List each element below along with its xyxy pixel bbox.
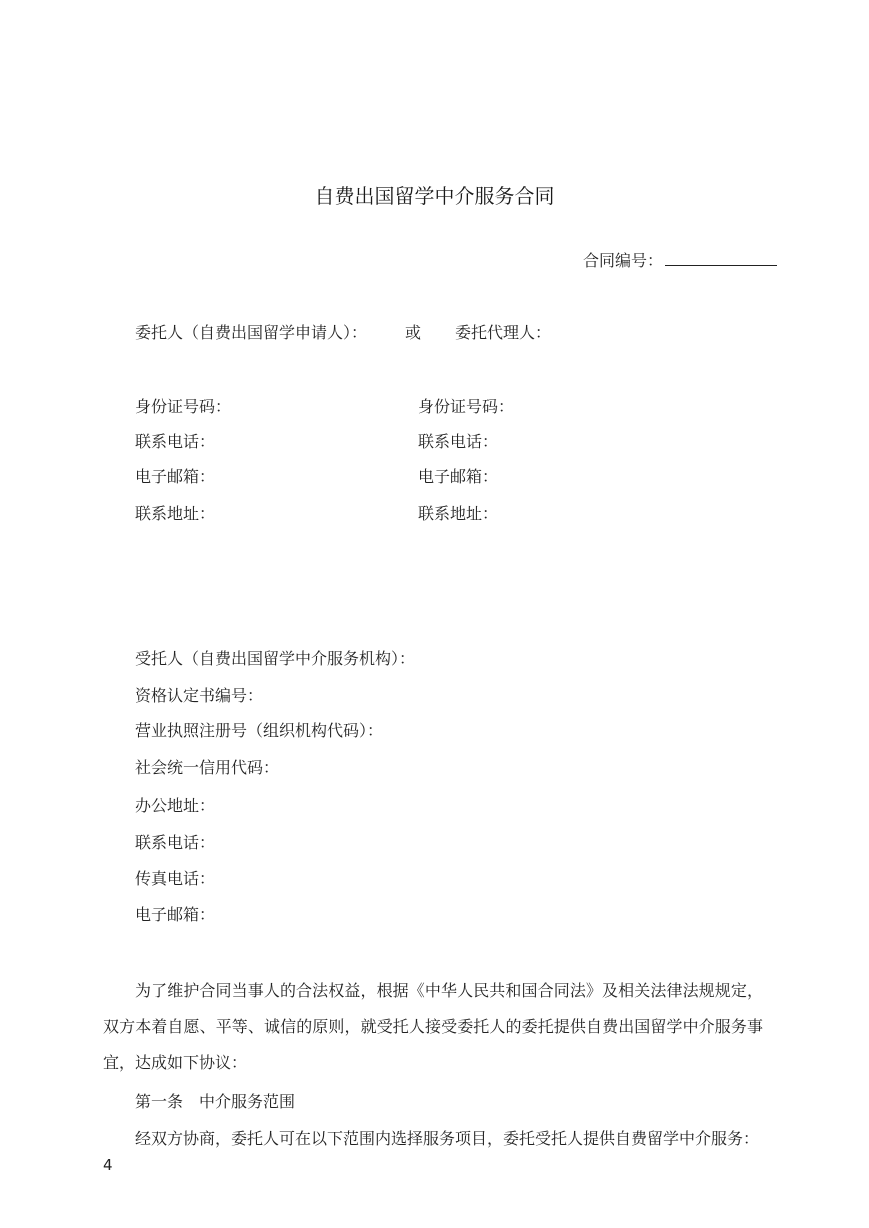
agent-id-number: 身份证号码：	[418, 397, 515, 416]
principal-phone: 联系电话：	[135, 432, 216, 451]
trustee-credit-code: 社会统一信用代码：	[135, 758, 280, 777]
trustee-phone: 联系电话：	[135, 833, 216, 852]
document-title: 自费出国留学中介服务合同	[314, 184, 555, 208]
intro-paragraph: 为了维护合同当事人的合法权益，根据《中华人民共和国合同法》及相关法律法规规定，双方本着自愿、平等、诚信的原则，就受托人接受委托人的委托提供自费出国留学中介服务事宜，达成如下协议：	[103, 981, 763, 1072]
contract-number	[583, 251, 777, 271]
article-1-text: 经双方协商，委托人可在以下范围内选择服务项目，委托受托人提供自费留学中介服务：	[135, 1129, 760, 1148]
contract-number-label: 合同编号：	[583, 251, 664, 270]
principal-id-number: 身份证号码：	[135, 397, 232, 416]
agent-phone: 联系电话：	[418, 432, 499, 451]
principal-email: 电子邮箱：	[135, 467, 216, 486]
principal-address: 联系地址：	[135, 504, 216, 523]
agent-email: 电子邮箱：	[418, 467, 499, 486]
principal-agent-label: 委托代理人：	[455, 323, 552, 342]
trustee-label: 受托人（自费出国留学中介服务机构）：	[135, 649, 416, 668]
trustee-office-address: 办公地址：	[135, 796, 216, 815]
agent-address: 联系地址：	[418, 504, 499, 523]
contract-number-blank	[665, 251, 777, 266]
trustee-email: 电子邮箱：	[135, 905, 216, 924]
article-1-heading: 第一条 中介服务范围	[135, 1092, 296, 1111]
trustee-fax: 传真电话：	[135, 869, 216, 888]
page-number: 4	[103, 1156, 113, 1174]
trustee-business-license: 营业执照注册号（组织机构代码）：	[135, 721, 384, 740]
principal-label: 委托人（自费出国留学申请人）：	[135, 323, 368, 342]
principal-or: 或	[405, 323, 422, 342]
trustee-qualification-number: 资格认定书编号：	[135, 686, 264, 705]
